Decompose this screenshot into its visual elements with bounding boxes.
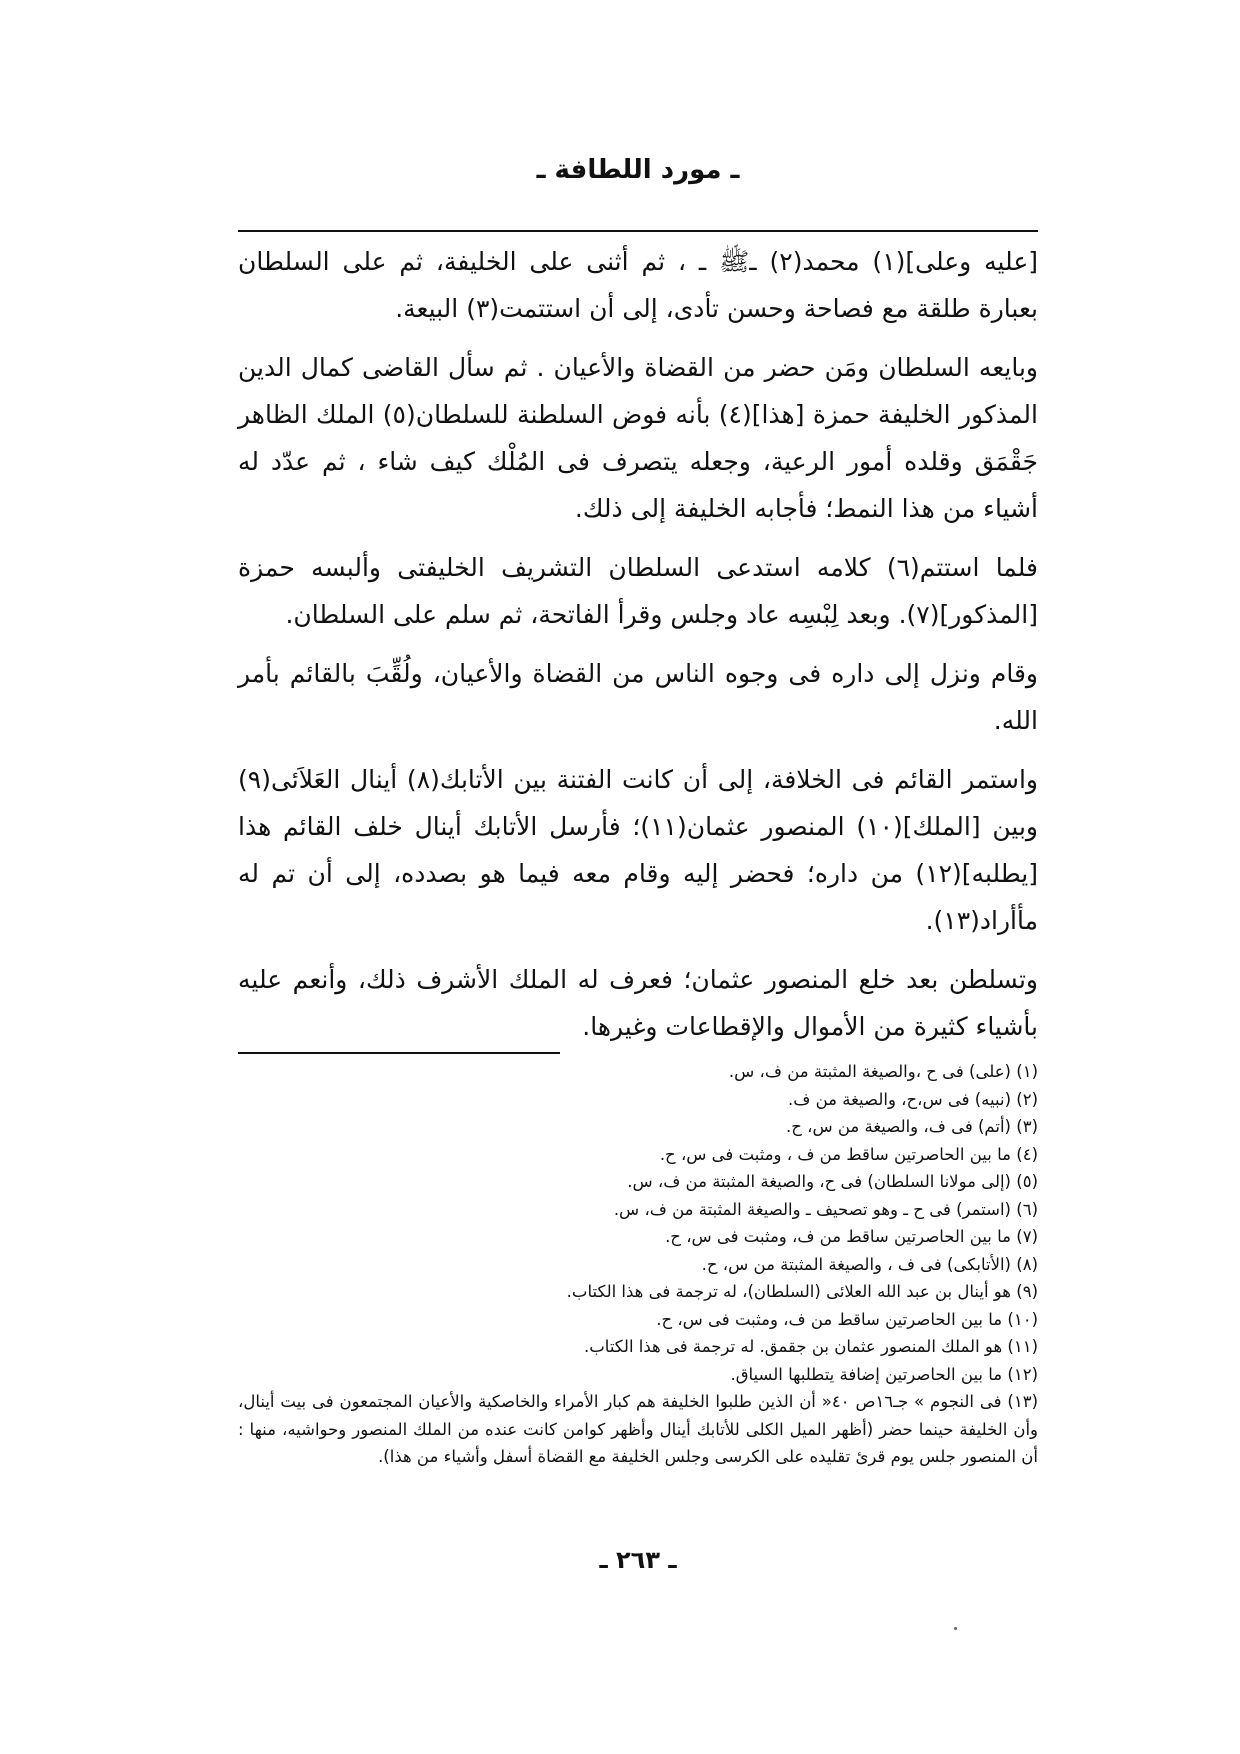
paragraph: وقام ونزل إلى داره فى وجوه الناس من القضاة والأعيان، ولُقِّبَ بالقائم بأمر الله. bbox=[238, 659, 1038, 735]
footnote: (٧) ما بين الحاصرتين ساقط من ف، ومثبت فى س، ح. bbox=[665, 1227, 1038, 1246]
scan-speck bbox=[954, 1627, 957, 1630]
paragraph: فلما استتم(٦) كلامه استدعى السلطان التشريف الخليفتى وألبسه حمزة [المذكور](٧). وبعد لِبْسِه عاد وجلس وقرأ الفاتحة، ثم سلم على السلطان. bbox=[238, 553, 1038, 629]
running-header: ـ مورد اللطافة ـ bbox=[536, 155, 740, 185]
header-divider bbox=[238, 230, 1038, 232]
footnote: (٤) ما بين الحاصرتين ساقط من ف ، ومثبت فى س، ح. bbox=[659, 1144, 1038, 1164]
paragraph: وتسلطن بعد خلع المنصور عثمان؛ فعرف له الملك الأشرف ذلك، وأنعم عليه بأشياء كثيرة من الأموال والإقطاعات وغيرها. bbox=[238, 965, 1038, 1041]
footnote: (١) (على) فى ح ،والصيغة المثبتة من ف، س. bbox=[728, 1062, 1038, 1081]
footnote: (١٢) ما بين الحاصرتين إضافة يتطلبها السياق. bbox=[730, 1364, 1038, 1384]
main-text bbox=[238, 238, 1038, 1062]
page-number: ـ ٢٦٣ ـ bbox=[599, 1546, 677, 1574]
footnote: (٦) (استمر) فى ح ـ وهو تصحيف ـ والصيغة المثبتة من ف، س. bbox=[613, 1199, 1038, 1219]
footnote: (٩) هو أينال بن عبد الله العلائى (السلطان)، له ترجمة فى هذا الكتاب. bbox=[566, 1282, 1038, 1301]
footnote: (٥) (إلى مولانا السلطان) فى ح، والصيغة المثبتة من ف، س. bbox=[627, 1172, 1038, 1191]
footnote: (٢) (نبيه) فى س،ح، والصيغة من ف. bbox=[788, 1089, 1038, 1109]
paragraph: وبايعه السلطان ومَن حضر من القضاة والأعيان . ثم سأل القاضى كمال الدين المذكور الخليفة حمزة [هذا](٤) بأنه فوض السلطنة للسلطان(٥) الملك الظاهر جَقْمَق وقلده أمور الرعية، وجعله يتصرف فى المُلْك كيف شاء ، ثم عدّد له أشياء من هذا النمط؛ فأجابه الخليفة إلى ذلك. bbox=[238, 353, 1038, 523]
footnote: (٣) (أتم) فى ف، والصيغة من س، ح. bbox=[785, 1117, 1038, 1136]
footnote-divider bbox=[238, 1052, 560, 1054]
footnotes-list bbox=[238, 1058, 1038, 1471]
footnote: (١٠) ما بين الحاصرتين ساقط من ف، ومثبت فى س، ح. bbox=[656, 1309, 1038, 1329]
footnote: (١٣) فى النجوم » جـ١٦ص ٤٠« أن الذين طلبوا الخليفة هم كبار الأمراء والخاصكية والأعيان المجتمعون فى بيت أينال، وأن الخليفة حينما حضر (أظهر الميل الكلى للأتابك أينال وأظهر كوامن كانت عنده من الملك المنصور وحواشيه، منها : أن المنصور جلس يوم قرئ تقليده على الكرسى وجلس الخليفة مع القضاة أسفل وأشياء من هذا). bbox=[238, 1392, 1038, 1466]
paragraph: [عليه وعلى](١) محمد(٢) ـﷺ ـ ، ثم أثنى على الخليفة، ثم على السلطان بعبارة طلقة مع فصاحة وحسن تأدى، إلى أن استتمت(٣) البيعة. bbox=[238, 247, 1039, 323]
footnote: (٨) (الأتابكى) فى ف ، والصيغة المثبتة من س، ح. bbox=[701, 1254, 1038, 1274]
footnote: (١١) هو الملك المنصور عثمان بن جقمق. له ترجمة فى هذا الكتاب. bbox=[584, 1337, 1038, 1356]
paragraph: واستمر القائم فى الخلافة، إلى أن كانت الفتنة بين الأتابك(٨) أينال العَلاَئى(٩) وبين [الملك](١٠) المنصور عثمان(١١)؛ فأرسل الأتابك أينال خلف القائم هذا [يطلبه](١٢) من داره؛ فحضر إليه وقام معه فيما هو بصدده، إلى أن تم له مأأراد(١٣). bbox=[238, 765, 1038, 935]
